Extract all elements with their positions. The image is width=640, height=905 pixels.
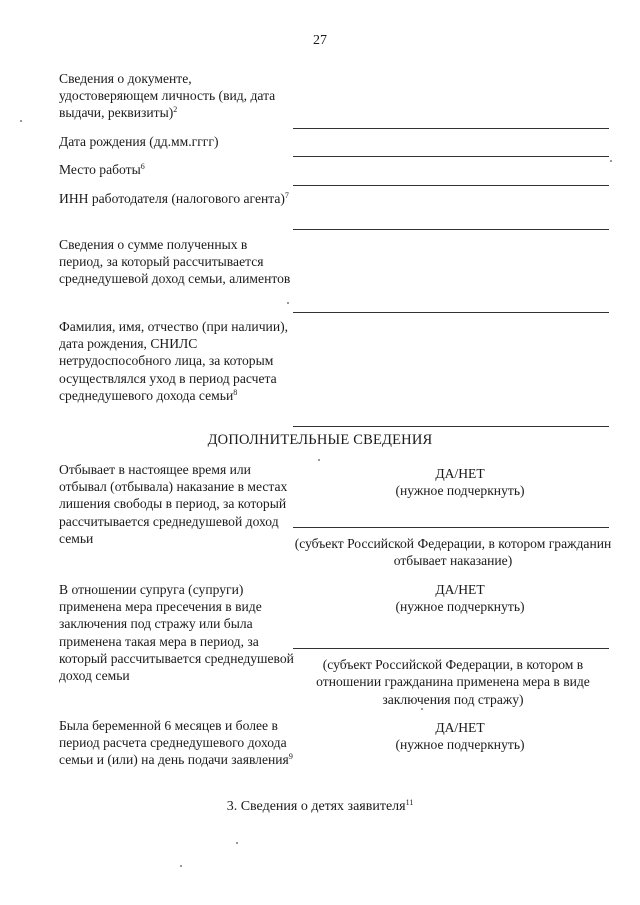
imprisonment-region-caption: (субъект Российской Федерации, в котором гражданин отбывает наказание) — [294, 536, 612, 569]
section-3-title: 3. Сведения о детях заявителя$^{11}$ — [226, 798, 414, 814]
imprisonment-region-field[interactable] — [293, 527, 609, 528]
scan-speck — [236, 842, 238, 844]
employer-inn-label: ИНН работодателя (налогового агента)$^7$ — [59, 191, 289, 206]
scan-speck — [318, 459, 320, 461]
alimony-field[interactable] — [293, 312, 609, 313]
birth-date-label: Дата рождения (дд.мм.гггг) — [59, 134, 219, 149]
yes-no-choice[interactable]: ДА/НЕТ — [435, 582, 485, 597]
underline-hint: (нужное подчеркнуть) — [395, 599, 525, 614]
spouse-custody-region-caption: (субъект Российской Федерации, в котором в отношении гражданина применена мера в виде заключения под стражу) — [316, 657, 590, 707]
dependent-care-label: Фамилия, имя, отчество (при наличии), дата рождения, СНИЛС нетрудоспособного лица, за которым осуществлялся уход в период расчета среднедушевого дохода семьи$^8$ — [59, 319, 289, 403]
pregnancy-question: Была беременной 6 месяцев и более в период расчета среднедушевого дохода семьи и (или) на день подачи заявления$^9$ — [59, 718, 293, 768]
scan-speck — [20, 120, 22, 122]
imprisonment-options[interactable] — [340, 465, 580, 499]
yes-no-choice[interactable]: ДА/НЕТ — [435, 720, 485, 735]
scan-speck — [287, 302, 289, 304]
scan-speck — [421, 708, 423, 710]
birth-date-field[interactable] — [293, 156, 609, 157]
underline-hint: (нужное подчеркнуть) — [395, 737, 525, 752]
spouse-custody-region-field[interactable] — [293, 648, 609, 649]
additional-info-heading: ДОПОЛНИТЕЛЬНЫЕ СВЕДЕНИЯ — [207, 432, 433, 448]
scan-speck — [180, 865, 182, 867]
alimony-label: Сведения о сумме полученных в период, за который рассчитывается среднедушевой доход семьи, алиментов — [59, 237, 291, 287]
identity-document-field[interactable] — [293, 128, 609, 129]
employer-inn-field[interactable] — [293, 229, 609, 230]
workplace-field[interactable] — [293, 185, 609, 186]
dependent-care-field[interactable] — [293, 426, 609, 427]
underline-hint: (нужное подчеркнуть) — [395, 483, 525, 498]
identity-document-label: Сведения о документе, удостоверяющем личность (вид, дата выдачи, реквизиты)$^2$ — [59, 71, 276, 121]
workplace-label: Место работы$^6$ — [59, 162, 145, 177]
spouse-custody-question: В отношении супруга (супруги) применена мера пресечения в виде заключения под стражу или была применена такая мера в период, за который рассчитывается среднедушевой доход семьи — [59, 582, 294, 684]
page-number: 27 — [313, 33, 327, 48]
scan-speck — [610, 160, 612, 162]
imprisonment-question: Отбывает в настоящее время или отбывал (отбывала) наказание в местах лишения свободы в период, за который рассчитывается среднедушевой доход семьи — [59, 462, 288, 546]
pregnancy-options[interactable] — [340, 719, 580, 753]
yes-no-choice[interactable]: ДА/НЕТ — [435, 466, 485, 481]
spouse-custody-options[interactable] — [340, 581, 580, 615]
